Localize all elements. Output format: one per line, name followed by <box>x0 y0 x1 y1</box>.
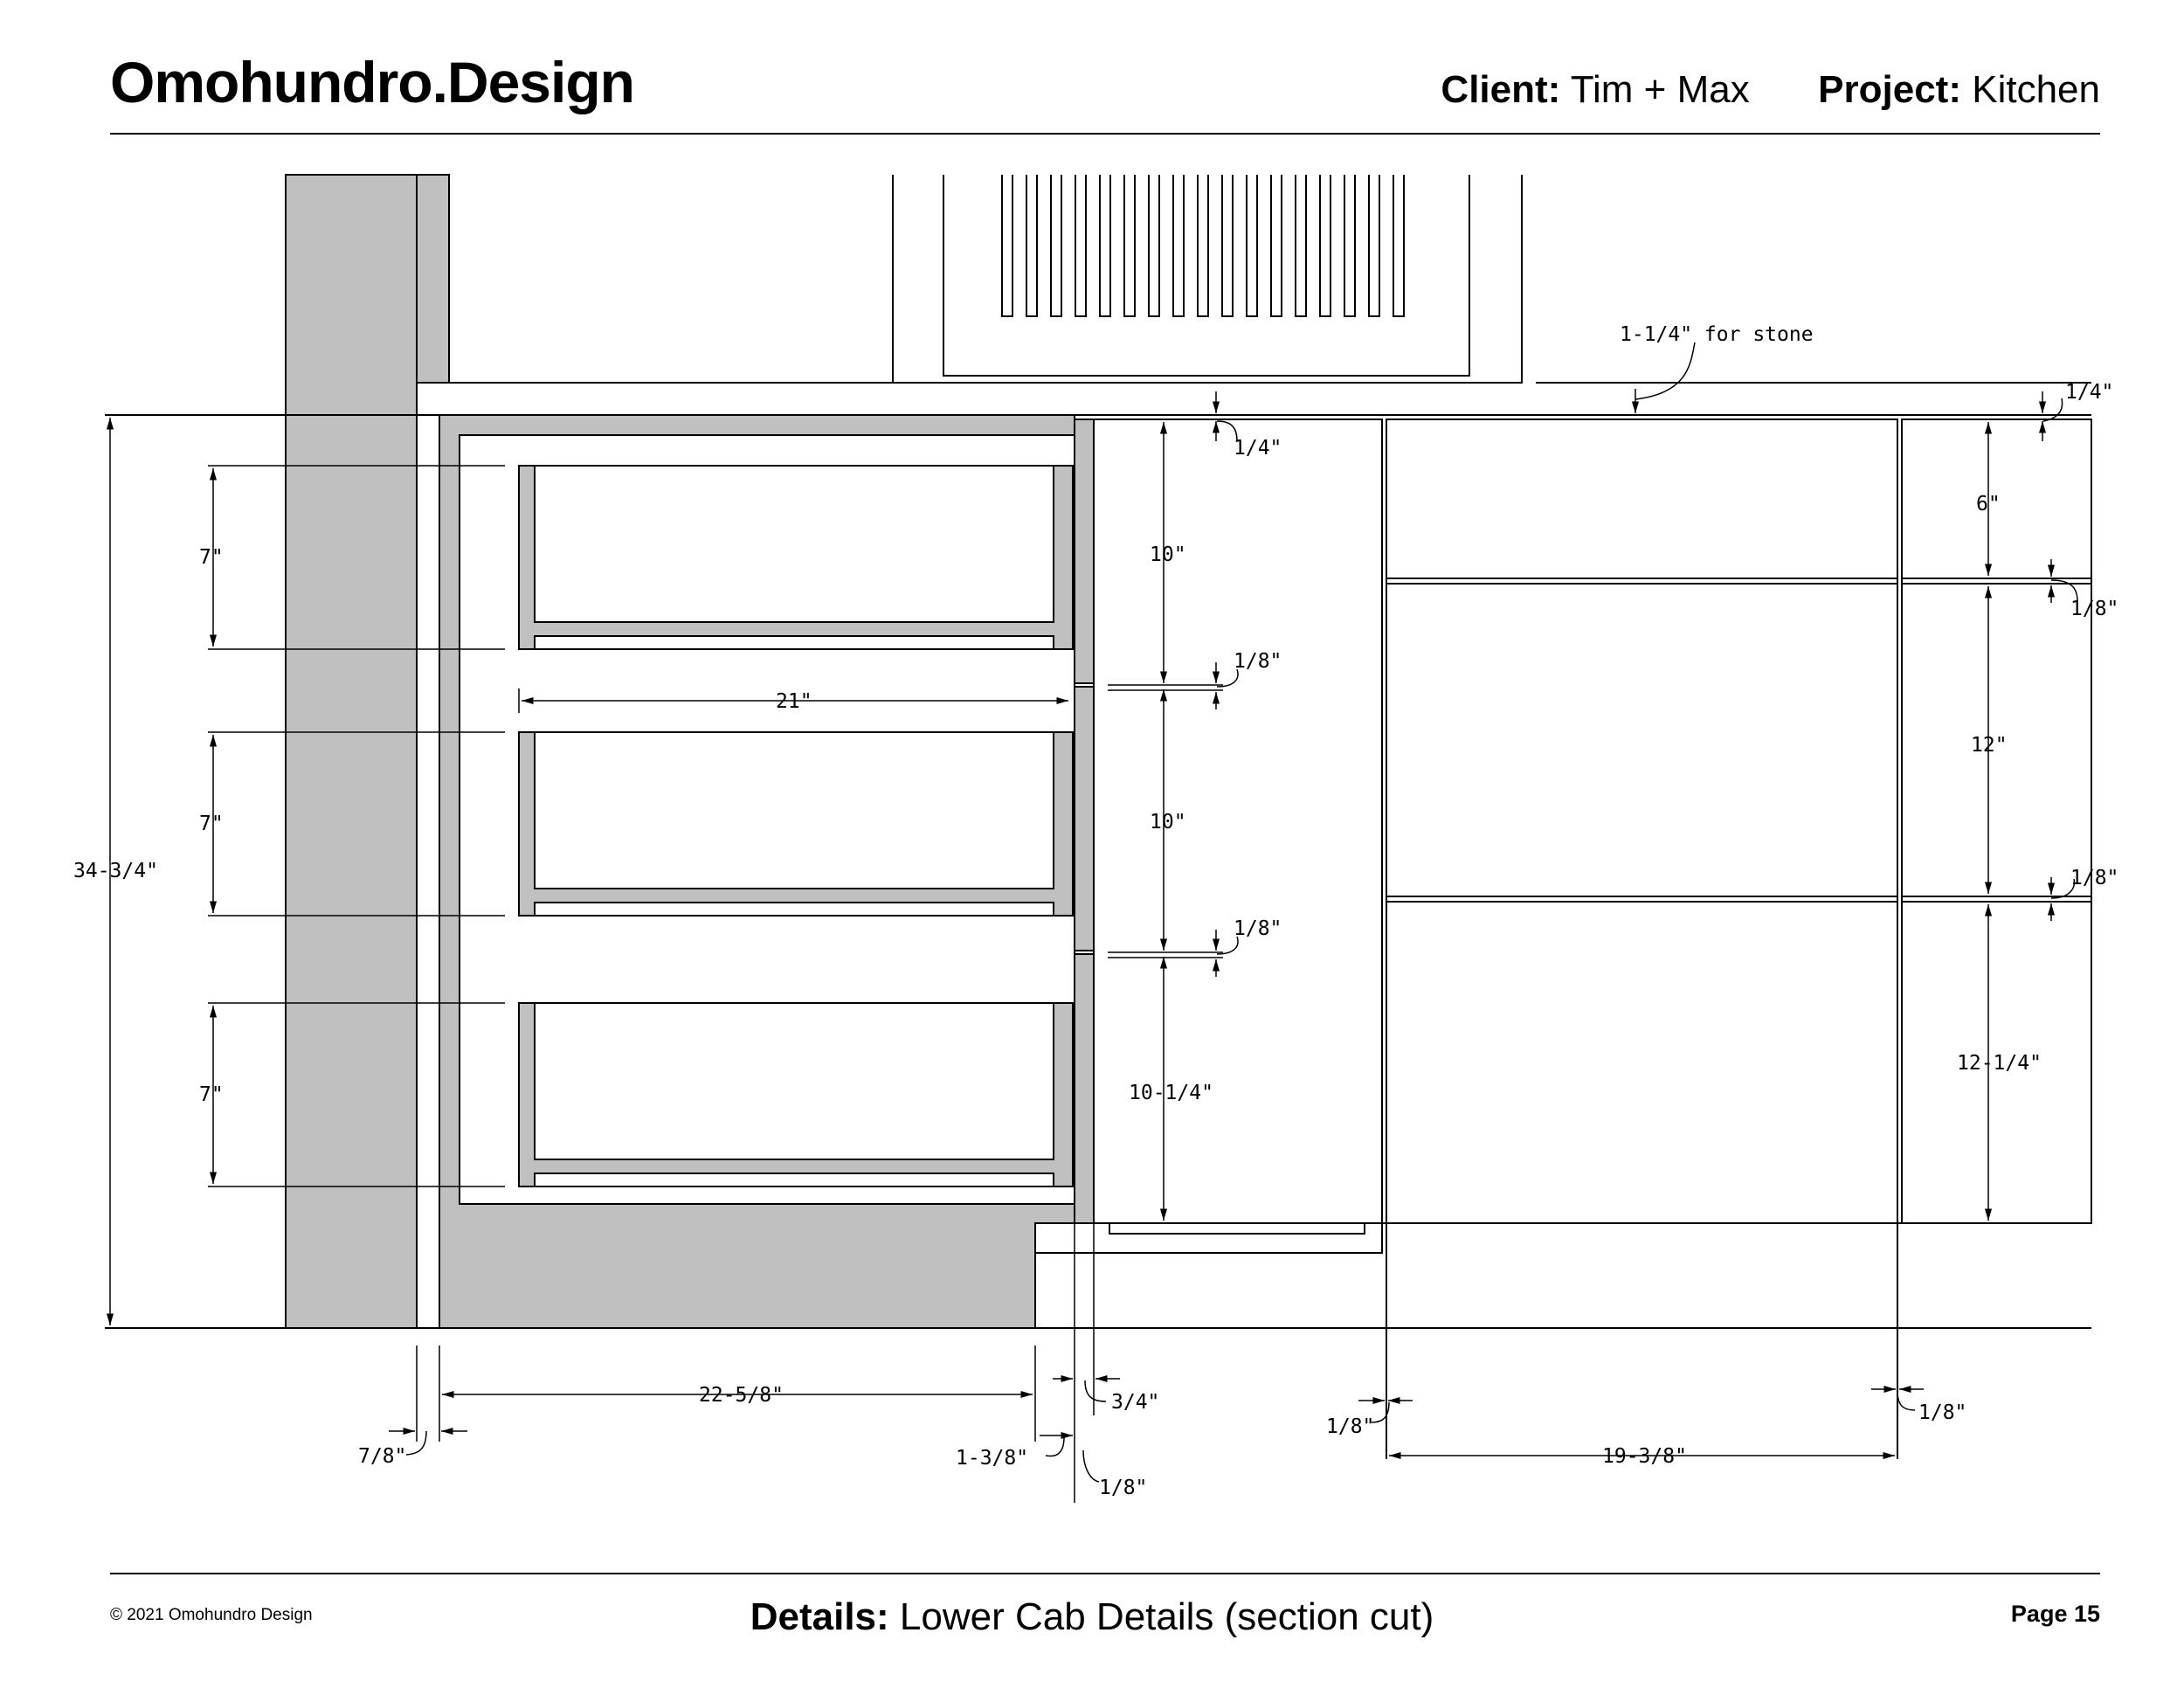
dim-drawer-box-depth: 21" <box>776 690 812 713</box>
dim-overall-height: 34-3/4" <box>73 860 158 882</box>
brand-title: Omohundro.Design <box>110 50 634 114</box>
dim-drawer-box-2: 7" <box>199 813 224 835</box>
front-elevation <box>1386 419 1897 1223</box>
dim-drawer-box-1: 7" <box>199 546 224 569</box>
drawer-box-1 <box>519 466 1073 649</box>
dim-toe-gap: 1/8" <box>1099 1477 1148 1499</box>
front-elevation-right <box>1902 419 2091 1223</box>
project-label: Project: <box>1818 68 1961 111</box>
dim-cabinet-depth: 22-5/8" <box>699 1384 784 1407</box>
dim-front-gap-1: 1/8" <box>1234 650 1282 673</box>
drawer-front-1 <box>1075 419 1094 683</box>
dim-right-gap-1: 1/8" <box>2070 598 2119 620</box>
drawer-box-2 <box>519 732 1073 916</box>
dim-side-panel: 7/8" <box>358 1445 407 1468</box>
details-label: Details: <box>750 1595 889 1638</box>
dim-reveal-top: 1/4" <box>1234 437 1282 460</box>
drawer-front-2 <box>1075 687 1094 951</box>
drawer-front-3 <box>1075 954 1094 1223</box>
copyright: © 2021 Omohundro Design <box>110 1606 313 1624</box>
dim-toe-kick: 1-3/8" <box>956 1447 1029 1470</box>
dim-front-3: 10-1/4" <box>1129 1082 1213 1104</box>
dim-right-reveal-top: 1/4" <box>2065 381 2114 404</box>
wall-section <box>286 175 417 1328</box>
dim-right-front-1: 6" <box>1976 493 2001 515</box>
client-value: Tim + Max <box>1570 68 1750 111</box>
project-value: Kitchen <box>1972 68 2100 111</box>
dim-panel-gap-left: 1/8" <box>1326 1415 1375 1438</box>
dim-right-front-3: 12-1/4" <box>1957 1052 2042 1075</box>
details-value: Lower Cab Details (section cut) <box>899 1595 1434 1638</box>
footer-title <box>0 1595 2184 1639</box>
client-label: Client: <box>1441 68 1561 111</box>
page-number: Page 15 <box>2010 1601 2100 1627</box>
dim-stone: 1-1/4" for stone <box>1620 323 1814 346</box>
footer-rule <box>110 1573 2100 1574</box>
vent-slots <box>1002 175 1404 316</box>
dim-panel-gap-right: 1/8" <box>1918 1401 1967 1424</box>
dim-drawer-box-3: 7" <box>199 1083 224 1106</box>
dim-panel-width: 19-3/8" <box>1602 1445 1687 1468</box>
dim-front-1: 10" <box>1150 543 1186 566</box>
dim-front-gap-2: 1/8" <box>1234 917 1282 940</box>
dim-front-thickness: 3/4" <box>1111 1391 1160 1414</box>
upper-panel-section <box>417 175 449 383</box>
dim-right-gap-2: 1/8" <box>2070 867 2119 889</box>
drawer-box-3 <box>519 1003 1073 1186</box>
dim-right-front-2: 12" <box>1971 734 2008 757</box>
dim-front-2: 10" <box>1150 811 1186 834</box>
